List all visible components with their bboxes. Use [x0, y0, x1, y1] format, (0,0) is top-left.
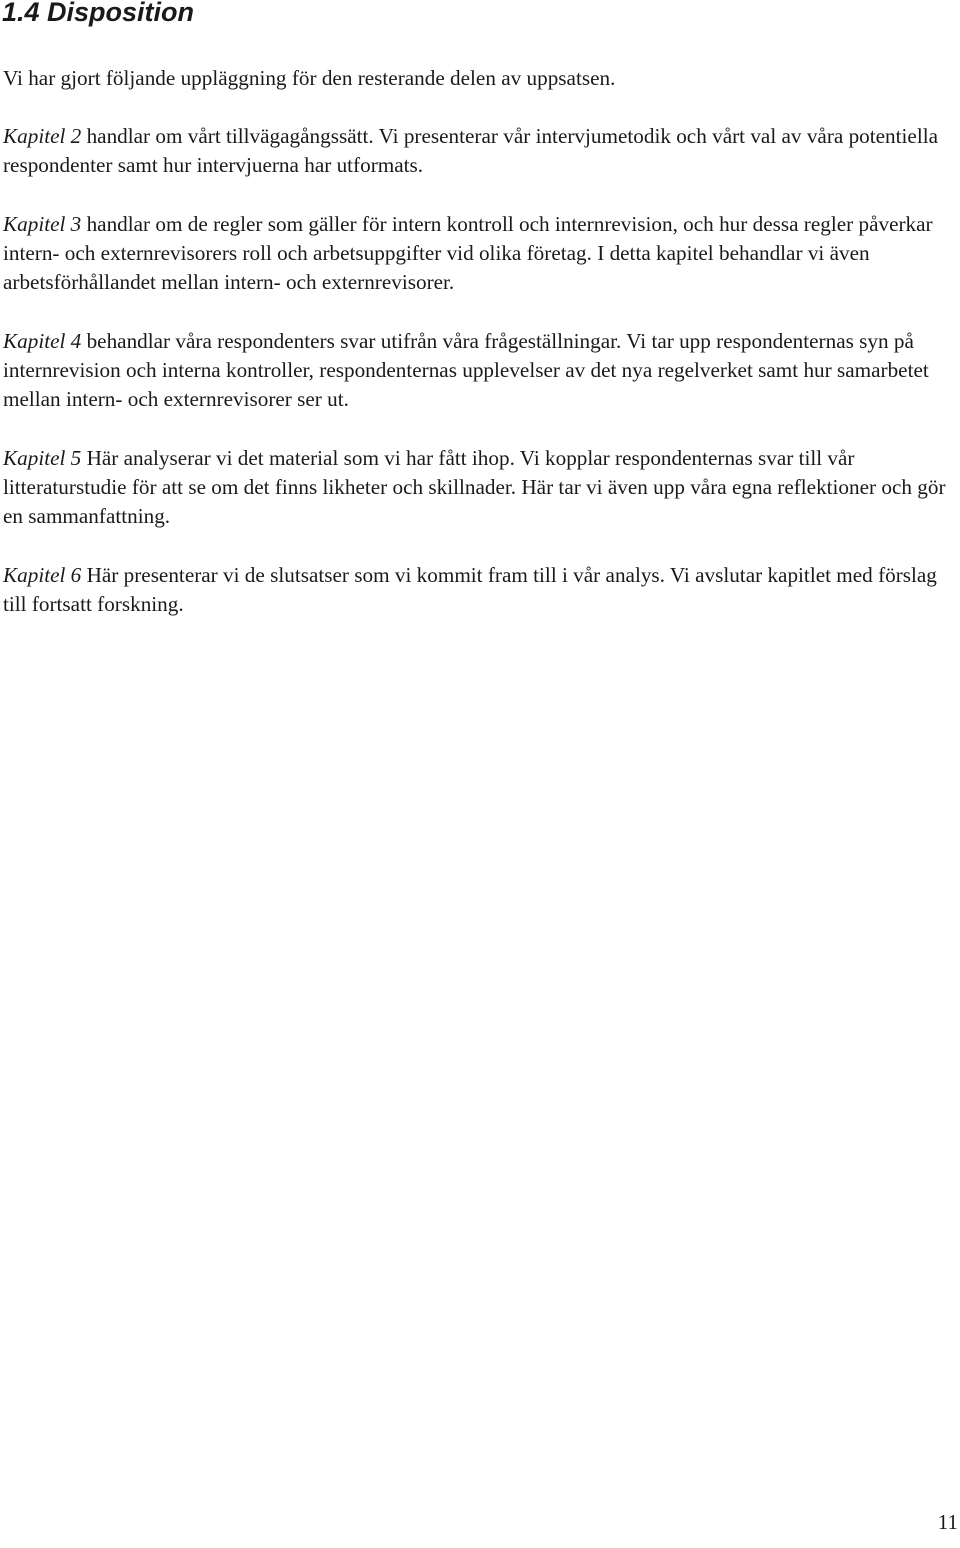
chapter-label: Kapitel 3: [3, 212, 82, 236]
paragraph-intro: [3, 64, 958, 93]
paragraph-kapitel-6: [3, 561, 958, 619]
page-number: 11: [937, 1510, 958, 1534]
chapter-label: Kapitel 6: [3, 563, 82, 587]
paragraph-kapitel-3: [3, 210, 958, 297]
paragraph-kapitel-5: [3, 444, 958, 531]
paragraph-text: handlar om de regler som gäller för intern kontroll och internrevision, och hur dessa regler påverkar intern- och externrevisorers roll och arbetsuppgifter vid olika företag. I detta kapitel behandlar vi även arbetsförhållandet mellan intern- och externrevisorer.: [3, 212, 933, 294]
paragraph-kapitel-4: [3, 327, 958, 414]
paragraph-text: handlar om vårt tillvägagångssätt. Vi presenterar vår intervjumetodik och vårt val av våra potentiella respondenter samt hur intervjuerna har utformats.: [3, 124, 938, 177]
chapter-label: Kapitel 5: [3, 446, 82, 470]
paragraph-kapitel-2: [3, 122, 958, 180]
section-heading: 1.4 Disposition: [2, 0, 195, 27]
paragraph-text: behandlar våra respondenters svar utifrån våra frågeställningar. Vi tar upp respondenternas syn på internrevision och interna kontroller, respondenternas upplevelser av det nya regelverket samt hur samarbetet mellan intern- och externrevisorer ser ut.: [3, 329, 929, 411]
paragraph-text: Här analyserar vi det material som vi har fått ihop. Vi kopplar respondenternas svar till vår litteraturstudie för att se om det finns likheter och skillnader. Här tar vi även upp våra egna reflektioner och gör en sammanfattning.: [3, 446, 946, 528]
paragraph-text: Vi har gjort följande uppläggning för den resterande delen av uppsatsen.: [3, 66, 616, 90]
chapter-label: Kapitel 4: [3, 329, 82, 353]
chapter-label: Kapitel 2: [3, 124, 82, 148]
paragraph-text: Här presenterar vi de slutsatser som vi kommit fram till i vår analys. Vi avslutar kapitlet med förslag till fortsatt forskning.: [3, 563, 937, 616]
